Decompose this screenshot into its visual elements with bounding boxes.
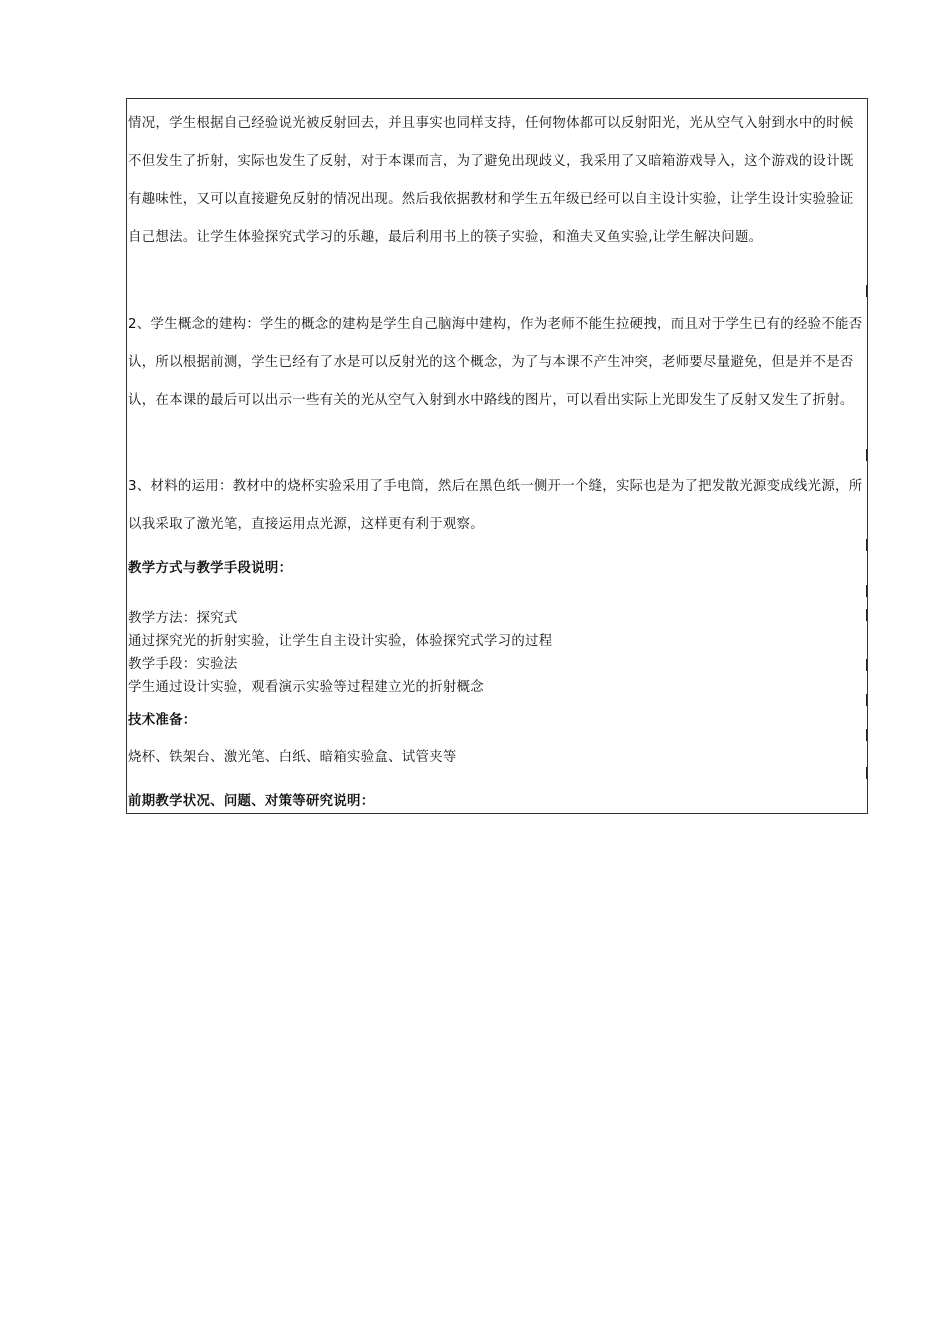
margin-mark [866,285,868,297]
margin-mark [866,449,868,461]
margin-mark [866,539,868,551]
teaching-method-label: 教学方法：探究式 [128,611,238,626]
materials-usage-paragraph: 3、材料的运用：教材中的烧杯实验采用了手电筒，然后在黑色纸一侧开一个缝，实际也是为了把发散光源变成线光源，所以我采取了激光笔，直接运用点光源，这样更有利于观察。 [128,479,863,532]
margin-mark [866,729,868,741]
margin-mark [866,585,868,597]
teaching-means-label: 教学手段：实验法 [128,657,238,672]
margin-mark [866,609,868,621]
margin-mark [866,694,868,706]
margin-mark [866,767,868,779]
technical-preparation-items: 烧杯、铁架台、激光笔、白纸、暗箱实验盒、试管夹等 [128,750,457,765]
technical-preparation-heading: 技术准备： [128,713,197,728]
prior-research-heading: 前期教学状况、问题、对策等研究说明： [128,794,375,809]
intro-paragraph: 情况，学生根据自己经验说光被反射回去，并且事实也同样支持，任何物体都可以反射阳光，光从空气入射到水中的时候不但发生了折射，实际也发生了反射，对于本课而言，为了避免出现歧义，我采用了又暗箱游戏导入，这个游戏的设计既有趣味性，又可以直接避免反射的情况出现。然后我依据教材和学生五年级已经可以自主设计实验，让学生设计实验验证自己想法。让学生体验探究式学习的乐趣，最后利用书上的筷子实验，和渔夫叉鱼实验,让学生解决问题。 [128,116,854,245]
teaching-method-description: 通过探究光的折射实验，让学生自主设计实验，体验探究式学习的过程 [128,634,553,649]
teaching-means-description: 学生通过设计实验，观看演示实验等过程建立光的折射概念 [128,680,484,695]
margin-mark [866,659,868,671]
lesson-plan-table-cell [126,98,868,814]
teaching-methods-heading: 教学方式与教学手段说明： [128,561,293,576]
concept-construction-paragraph: 2、学生概念的建构：学生的概念的建构是学生自己脑海中建构，作为老师不能生拉硬拽，而且对于学生已有的经验不能否认，所以根据前测，学生已经有了水是可以反射光的这个概念，为了与本课不产生冲突，老师要尽量避免，但是并不是否认，在本课的最后可以出示一些有关的光从空气入射到水中路线的图片，可以看出实际上光即发生了反射又发生了折射。 [128,317,863,408]
